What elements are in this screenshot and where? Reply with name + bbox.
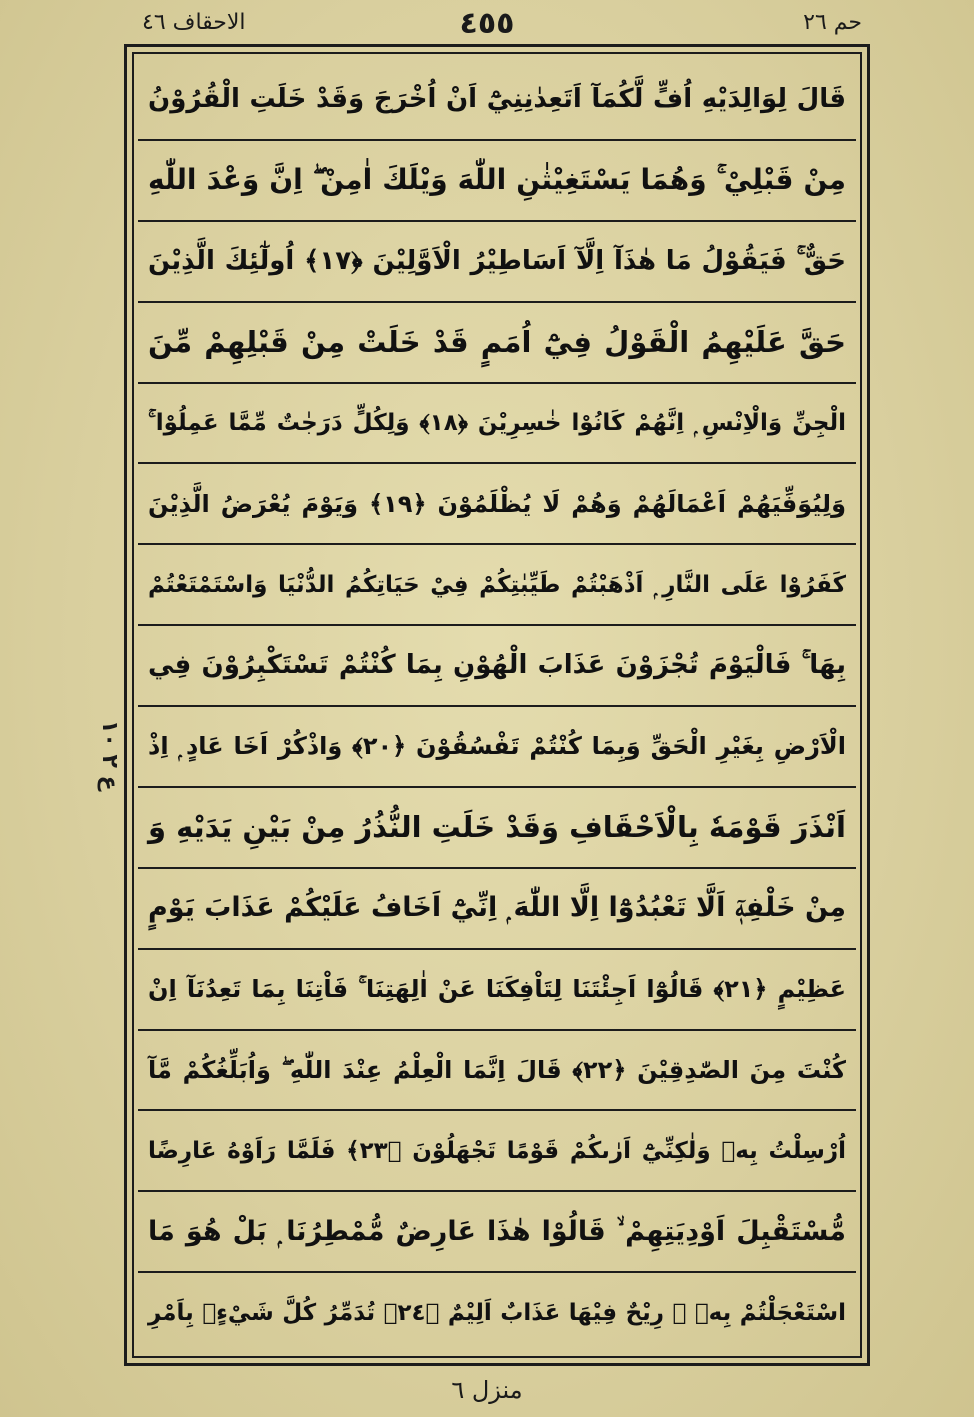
page-number: ٤٥٥ [459, 6, 515, 41]
text-line-content: اسْتَعْجَلْتُمْ بِهٖ ۭ رِيْحٌ فِيْهَا عَذَابٌ اَلِيْمٌ ﴿٢٤﴾ تُدَمِّرُ كُلَّ شَيْءٍۢ بِاَمْرِ [148, 1299, 846, 1326]
text-line [138, 222, 856, 303]
text-line [138, 950, 856, 1031]
manzil-footer: منزل ٦ [451, 1376, 523, 1404]
text-line [138, 1111, 856, 1192]
text-line-content: وَلِيُوَفِّيَهُمْ اَعْمَالَهُمْ وَهُمْ لَا يُظْلَمُوْنَ ﴿١٩﴾ وَيَوْمَ يُعْرَضُ الَّذِيْنَ [148, 489, 846, 518]
text-line-content: حَقٌّ ۚ فَيَقُوْلُ مَا هٰذَآ اِلَّآ اَسَاطِيْرُ الْاَوَّلِيْنَ ﴿١٧﴾ اُولٰٓئِكَ الَّذِيْنَ [148, 245, 846, 276]
ruku-margin-mark: ع ٢ ١٠ [97, 720, 122, 791]
para-name-header: حم ٢٦ [803, 10, 862, 35]
text-line [138, 788, 856, 869]
text-line-content: مُّسْتَقْبِلَ اَوْدِيَتِهِمْ ۙ قَالُوْا هٰذَا عَارِضٌ مُّمْطِرُنَا ۭ بَلْ هُوَ مَا [148, 1215, 846, 1247]
surah-name-header: الاحقاف ٤٦ [142, 10, 246, 35]
text-line [138, 626, 856, 707]
text-line [138, 707, 856, 788]
text-line-content: مِنْ خَلْفِهٖٓ اَلَّا تَعْبُدُوْٓا اِلَّا اللّٰهَ ۭ اِنِّيْٓ اَخَافُ عَلَيْكُمْ عَذَابَ يَوْمٍ [148, 892, 846, 924]
text-line-content: كَفَرُوْا عَلَى النَّارِ ۭ اَذْهَبْتُمْ طَيِّبٰتِكُمْ فِيْ حَيَاتِكُمُ الدُّنْيَا وَاسْتَمْتَعْتُمْ [148, 571, 846, 598]
text-line [138, 545, 856, 626]
text-line [138, 60, 856, 141]
text-line [138, 1192, 856, 1273]
text-line-content: كُنْتَ مِنَ الصّٰدِقِيْنَ ﴿٢٢﴾ قَالَ اِنَّمَا الْعِلْمُ عِنْدَ اللّٰهِ ۖ وَاُبَلِّغُكُمْ مَّآ [148, 1055, 846, 1084]
text-line [138, 384, 856, 465]
text-line-content: الْجِنِّ وَالْاِنْسِ ۭ اِنَّهُمْ كَانُوْا خٰسِرِيْنَ ﴿١٨﴾ وَلِكُلٍّ دَرَجٰتٌ مِّمَّا عَمِلُوْا ۚ [148, 409, 846, 436]
text-line [138, 464, 856, 545]
text-lines [138, 60, 856, 1352]
text-line-content: اَنْذَرَ قَوْمَهٗ بِالْاَحْقَافِ وَقَدْ خَلَتِ النُّذُرُ مِنْ بَيْنِ يَدَيْهِ وَ [148, 810, 846, 845]
text-line [138, 303, 856, 384]
text-line-content: حَقَّ عَلَيْهِمُ الْقَوْلُ فِيْٓ اُمَمٍ قَدْ خَلَتْ مِنْ قَبْلِهِمْ مِّنَ [148, 325, 846, 360]
text-line-content: قَالَ لِوَالِدَيْهِ اُفٍّ لَّكُمَآ اَتَعِدٰنِنِيْٓ اَنْ اُخْرَجَ وَقَدْ خَلَتِ الْقُرُوْنُ [148, 84, 846, 115]
text-line [138, 1031, 856, 1112]
text-line-content: اُرْسِلْتُ بِهٖ وَلٰكِنِّيْٓ اَرٰىكُمْ قَوْمًا تَجْهَلُوْنَ ﴿٢٣﴾ فَلَمَّا رَاَوْهُ عَارِضًا [148, 1137, 846, 1164]
text-line [138, 1273, 856, 1352]
text-line [138, 869, 856, 950]
text-line-content: الْاَرْضِ بِغَيْرِ الْحَقِّ وَبِمَا كُنْتُمْ تَفْسُقُوْنَ ﴿٢٠﴾ وَاذْكُرْ اَخَا عَادٍ ۭ اِذْ [148, 732, 846, 761]
text-line [138, 141, 856, 222]
text-line-content: بِهَا ۚ فَالْيَوْمَ تُجْزَوْنَ عَذَابَ الْهُوْنِ بِمَا كُنْتُمْ تَسْتَكْبِرُوْنَ فِي [148, 650, 846, 681]
text-line-content: عَظِيْمٍ ﴿٢١﴾ قَالُوْٓا اَجِئْتَنَا لِتَاْفِكَنَا عَنْ اٰلِهَتِنَا ۚ فَاْتِنَا بِمَا تَعِدُنَآ اِنْ [148, 975, 846, 1004]
text-line-content: مِنْ قَبْلِيْ ۚ وَهُمَا يَسْتَغِيْثٰنِ اللّٰهَ وَيْلَكَ اٰمِنْ ۖ اِنَّ وَعْدَ اللّٰهِ [148, 163, 846, 197]
